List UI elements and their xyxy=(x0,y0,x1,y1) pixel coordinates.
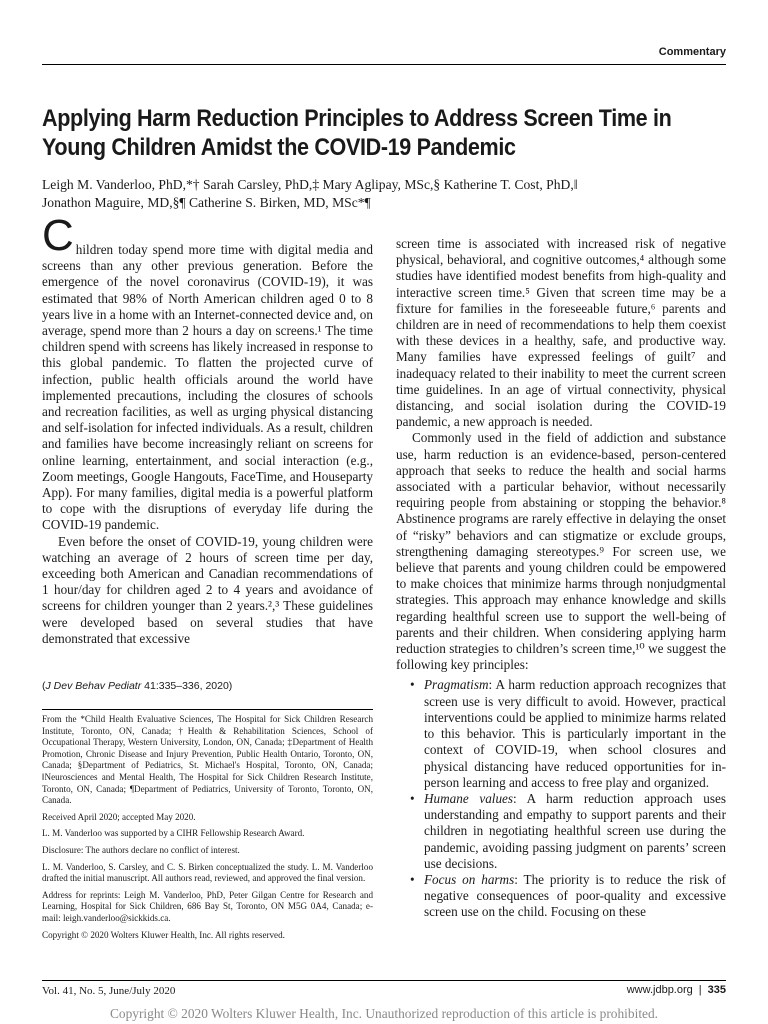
copyright-banner: Copyright © 2020 Wolters Kluwer Health, Inc. Unauthorized reproduction of this article is prohibited. xyxy=(109,1006,659,1021)
footnote-contributions: L. M. Vanderloo, S. Carsley, and C. S. Birken conceptualized the study. L. M. Vanderloo drafted the initial manuscript. All authors read, reviewed, and approved the final version. xyxy=(42,861,373,884)
bullet-text: : A harm reduction approach uses understanding and empathy to support parents and their children in negotiating healthful screen use during the pandemic, avoiding passing judgment on parents’ screen use decisions. xyxy=(424,790,726,871)
footnote-disclosure: Disclosure: The authors declare no conflict of interest. xyxy=(42,844,240,855)
authors-line-1: Leigh M. Vanderloo, PhD,*† Sarah Carsley, PhD,‡ Mary Aglipay, MSc,§ Katherine T. Cost, PhD,‖ xyxy=(42,177,578,192)
list-item xyxy=(424,677,726,790)
citation-details: 41:335–336, 2020) xyxy=(141,680,233,692)
footer-rule xyxy=(42,980,726,981)
bullet-text: : A harm reduction approach recognizes that screen use is very difficult to avoid. However, practical interventions could be applied to minimize harms related to this behavior. This is particularly important in the context of COVID-19, when school closures and physical distancing have reduced opportunities for in-person learning and access to free play and organized. xyxy=(424,677,726,790)
footer-volume: Vol. 41, No. 5, June/July 2020 xyxy=(42,985,176,997)
list-item xyxy=(424,872,726,921)
author-list xyxy=(42,176,732,212)
intro-paragraph-2: Even before the onset of COVID-19, young children were watching an average of 2 hours of screen time per day, exceeding both American and Canadian recommendations of 1 hour/day for children aged 2 to 4 years and avoidance of screens for children younger than 2 years.²,³ These guidelines were developed based on several studies that have demonstrated that excessive xyxy=(42,533,373,646)
footnote-affiliations: From the *Child Health Evaluative Sciences, The Hospital for Sick Children Research Institute, Toronto, ON, Canada; †Health & Rehabilitation Sciences, School of Occupational Therapy, Western University, London, ON, Canada; ‡Department of Health Promotion, Chronic Disease and Injury Prevention, Public Health Ontario, Toronto, ON, Canada; §Department of Pediatrics, St. Michael's Hospital, Toronto, ON, Canada; ‖Neurosciences and Mental Health, The Hospital for Sick Children Research Institute, Toronto, ON, Canada; ¶Department of Pediatrics, University of Toronto, Toronto, ON, Canada. xyxy=(42,714,373,806)
authors-line-2: Jonathon Maguire, MD,§¶ Catherine S. Birken, MD, MSc*¶ xyxy=(42,195,371,210)
citation-journal: J Dev Behav Pediatr xyxy=(45,680,142,692)
footnote-reprints: Address for reprints: Leigh M. Vanderloo, PhD, Peter Gilgan Centre for Research and Learning, Hospital for Sick Children, 686 Bay St, Toronto, ON M5G 0A4, Canada; e-mail: leigh.vanderloo@sickkids.ca. xyxy=(42,889,373,923)
footer-page-info xyxy=(627,984,726,996)
footnote-funding: L. M. Vanderloo was supported by a CIHR Fellowship Research Award. xyxy=(42,828,305,839)
right-paragraph-2: Commonly used in the field of addiction and substance use, harm reduction is an evidence-based, person-centered approach that seeks to reduce the health and social harms associated with a particular behavior, without necessarily requiring people from abstaining or stopping the behavior.⁸ Abstinence programs are rarely effective in delaying the onset of “risky” behaviors and can stigmatize or exclude groups, strengthening damaging stereotypes.⁹ For screen use, we believe that parents and young children could be empowered to make choices that minimize harms through nonjudgmental strategies. This approach may enhance knowledge and skills regarding healthful screen use to support the well-being of parents and their children. When considering applying harm reduction strategies to children’s screen time,¹⁰ we suggest the following key principles: xyxy=(396,430,726,673)
principles-list xyxy=(396,677,726,920)
section-label: Commentary xyxy=(658,46,726,58)
page-number: 335 xyxy=(707,984,726,996)
footer-separator: | xyxy=(698,984,702,996)
bullet-term: Focus on harms xyxy=(424,871,515,887)
title-line-2: Young Children Amidst the COVID-19 Pandemic xyxy=(42,134,516,161)
bullet-text: : The priority is to reduce the risk of negative consequences of poor-quality and excessive screen use on the child. Focusing on these xyxy=(424,871,726,920)
bullet-term: Pragmatism xyxy=(424,677,489,693)
journal-citation: (J Dev Behav Pediatr 41:335–336, 2020) xyxy=(42,680,233,692)
bullet-term: Humane values xyxy=(424,790,514,806)
right-column xyxy=(396,236,726,921)
footnotes xyxy=(42,714,373,946)
intro-paragraph-1: hildren today spend more time with digital media and screens than any other previous generation. Before the emergence of the novel coronavirus (COVID-19), it was estimated that 98% of North American children aged 0 to 8 years live in a home with an Internet-connected device and, on average, spend more than 2 hours a day on screens.¹ The time children spend with screens has likely increased in response to this global pandemic. To flatten the projected curve of infection, public health officials around the world have implemented precautions, including the closures of schools and recreation facilities, as well as urging physical distancing and self-isolation for infected individuals. As a result, children and families have become increasingly reliant on screens for online learning, entertainment, and social interaction (e.g., Zoom meetings, Google Hangouts, FaceTime, and Houseparty App). For many families, digital media is a powerful platform to cope with the disruptions of everyday life during the COVID-19 pandemic. xyxy=(42,242,373,533)
right-paragraph-1: screen time is associated with increased risk of negative physical, behavioral, and cognitive outcomes,⁴ although some studies have identified modest benefits from high-quality and interactive screen time.⁵ Given that screen time may be a fixture for families in the foreseeable future,⁶ parents and children are in need of recommendations to help them coexist with these devices in a healthy, safe, and productive way. Many families have expressed feelings of guilt⁷ and inadequacy related to their inability to meet the current screen time guidelines. In an age of virtual connectivity, physical distancing, and social isolation during the COVID-19 pandemic, a new approach is needed. xyxy=(396,236,726,430)
footnote-rule xyxy=(42,709,373,710)
title-line-1: Applying Harm Reduction Principles to Address Screen Time in xyxy=(42,105,672,132)
list-item xyxy=(424,791,726,872)
footnote-copyright: Copyright © 2020 Wolters Kluwer Health, Inc. All rights reserved. xyxy=(42,929,285,940)
footer-website-link[interactable]: www.jdbp.org xyxy=(626,984,693,996)
footnote-received: Received April 2020; accepted May 2020. xyxy=(42,811,196,822)
left-column xyxy=(42,211,373,647)
header-rule xyxy=(42,64,726,65)
drop-cap: C xyxy=(42,211,74,260)
article-title xyxy=(42,104,672,162)
